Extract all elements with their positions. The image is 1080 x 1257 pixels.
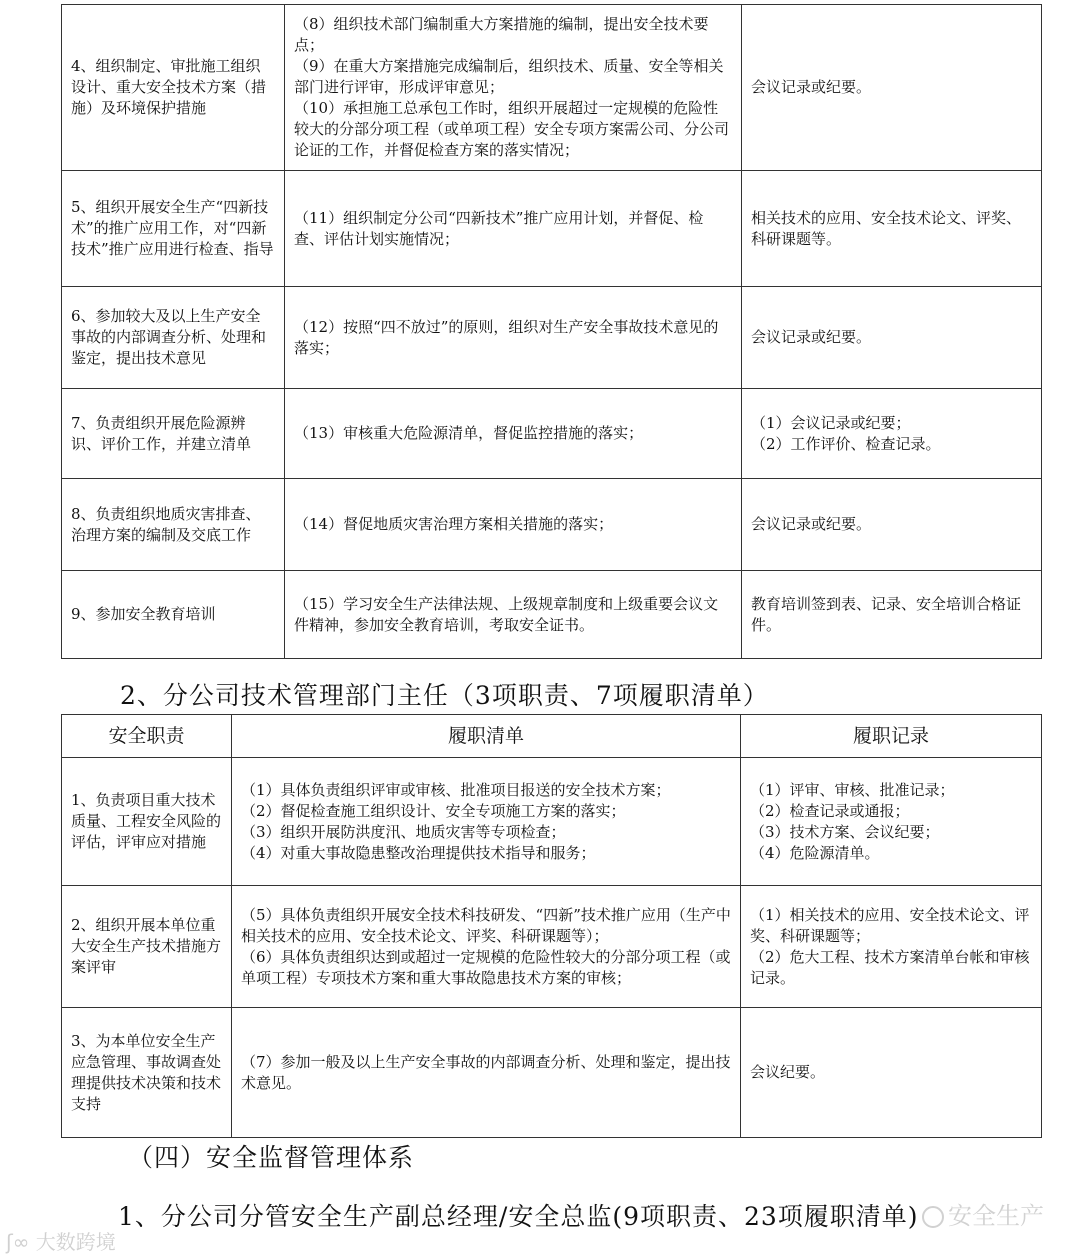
- duty-cell: 8、负责组织地质灾害排查、治理方案的编制及交底工作: [62, 479, 285, 571]
- record-cell: [742, 571, 1042, 659]
- record-cell: [742, 287, 1042, 389]
- checklist-item: （5）具体负责组织开展安全技术科技研发、“四新”技术推广应用（生产中相关技术的应用、安全技术论文、评奖、科研课题等）；: [241, 905, 731, 945]
- checklist-item: （15）学习安全生产法律法规、上级规章制度和上级重要会议文件精神，参加安全教育培训，考取安全证书。: [294, 594, 719, 634]
- duty-cell: 2、组织开展本单位重大安全生产技术措施方案评审: [62, 886, 232, 1008]
- section-heading-deputy-gm: 1、分公司分管安全生产副总经理/安全总监(9项职责、23项履职清单): [118, 1202, 919, 1231]
- record-item: 会议纪要。: [750, 1063, 826, 1081]
- logo-icon: ʃ∞: [6, 1230, 30, 1254]
- watermark-left: ʃ∞ 大数跨境: [6, 1230, 116, 1254]
- duty-table-tech-dept: [61, 714, 1042, 1138]
- duty-cell: 6、参加较大及以上生产安全事故的内部调查分析、处理和鉴定，提出技术意见: [62, 287, 285, 389]
- record-item: （2）检查记录或通报；: [750, 801, 910, 820]
- header-checklist: 履职清单: [232, 715, 741, 758]
- checklist-item: （4）对重大事故隐患整改治理提供技术指导和服务；: [241, 843, 596, 862]
- duty-cell: 4、组织制定、审批施工组织设计、重大安全技术方案（措施）及环境保护措施: [62, 5, 285, 171]
- record-cell: [742, 5, 1042, 171]
- table-row: [62, 758, 1042, 886]
- checklist-item: （1）具体负责组织评审或审核、批准项目报送的安全技术方案；: [241, 780, 671, 799]
- checklist-cell: [285, 479, 742, 571]
- table-row: [62, 479, 1042, 571]
- table-row: [62, 287, 1042, 389]
- duty-cell: 9、参加安全教育培训: [62, 571, 285, 659]
- record-item: （2）工作评价、检查记录。: [751, 434, 941, 453]
- table-header-row: [62, 715, 1042, 758]
- table-row: [62, 1008, 1042, 1138]
- record-item: 会议记录或纪要。: [751, 78, 872, 96]
- checklist-cell: [232, 758, 741, 886]
- checklist-cell: [232, 1008, 741, 1138]
- record-item: （2）危大工程、技术方案清单台帐和审核记录。: [750, 947, 1030, 987]
- record-item: （3）技术方案、会议纪要；: [750, 822, 940, 841]
- checklist-item: （2）督促检查施工组织设计、安全专项施工方案的落实；: [241, 801, 626, 820]
- table-row: [62, 5, 1042, 171]
- checklist-item: （11）组织制定分公司“四新技术”推广应用计划，并督促、检查、评估计划实施情况；: [294, 208, 704, 248]
- checklist-cell: [285, 389, 742, 479]
- duty-cell: 7、负责组织开展危险源辨识、评价工作，并建立清单: [62, 389, 285, 479]
- record-item: （4）危险源清单。: [750, 843, 880, 862]
- record-item: 会议记录或纪要。: [751, 328, 872, 346]
- checklist-item: （13）审核重大危险源清单，督促监控措施的落实；: [294, 424, 644, 442]
- record-cell: [742, 171, 1042, 287]
- record-item: 教育培训签到表、记录、安全培训合格证件。: [751, 594, 1022, 634]
- wechat-icon: [922, 1206, 944, 1228]
- record-cell: [741, 758, 1042, 886]
- duty-cell: 3、为本单位安全生产应急管理、事故调查处理提供技术决策和技术支持: [62, 1008, 232, 1138]
- checklist-item: （3）组织开展防洪度汛、地质灾害等专项检查；: [241, 822, 566, 841]
- record-cell: [741, 886, 1042, 1008]
- record-item: （1）相关技术的应用、安全技术论文、评奖、科研课题等；: [750, 905, 1030, 945]
- checklist-cell: [285, 287, 742, 389]
- checklist-cell: [285, 171, 742, 287]
- record-cell: [742, 479, 1042, 571]
- record-cell: [742, 389, 1042, 479]
- table-row: [62, 886, 1042, 1008]
- table-row: [62, 389, 1042, 479]
- checklist-item: （7）参加一般及以上生产安全事故的内部调查分析、处理和鉴定，提出技术意见。: [241, 1052, 731, 1092]
- watermark-right: 安全生产: [922, 1196, 1044, 1231]
- record-item: 会议记录或纪要。: [751, 515, 872, 533]
- record-item: （1）评审、审核、批准记录；: [750, 780, 955, 799]
- record-item: 相关技术的应用、安全技术论文、评奖、科研课题等。: [751, 208, 1022, 248]
- duty-table-continued: [61, 4, 1042, 659]
- checklist-item: （12）按照“四不放过”的原则，组织对生产安全事故技术意见的落实；: [294, 317, 719, 357]
- checklist-item: （9）在重大方案措施完成编制后，组织技术、质量、安全等相关部门进行评审，形成评审意见；: [294, 57, 724, 96]
- section-heading-safety-supervision: （四）安全监督管理体系: [128, 1143, 415, 1172]
- record-item: （1）会议记录或纪要；: [751, 413, 911, 432]
- duty-cell: 5、组织开展安全生产“四新技术”的推广应用工作，对“四新技术”推广应用进行检查、指导: [62, 171, 285, 287]
- checklist-item: （10）承担施工总承包工作时，组织开展超过一定规模的危险性较大的分部分项工程（或单项工程）安全专项方案需公司、分公司论证的工作，并督促检查方案的落实情况；: [294, 99, 730, 159]
- header-record: 履职记录: [741, 715, 1042, 758]
- checklist-item: （14）督促地质灾害治理方案相关措施的落实；: [294, 515, 614, 533]
- checklist-cell: [232, 886, 741, 1008]
- checklist-item: （8）组织技术部门编制重大方案措施的编制，提出安全技术要点；: [294, 15, 709, 54]
- checklist-cell: [285, 571, 742, 659]
- checklist-cell: [285, 5, 742, 171]
- table-row: [62, 571, 1042, 659]
- header-duty: 安全职责: [62, 715, 232, 758]
- table-row: [62, 171, 1042, 287]
- checklist-item: （6）具体负责组织达到或超过一定规模的危险性较大的分部分项工程（或单项工程）专项技术方案和重大事故隐患技术方案的审核；: [241, 947, 731, 987]
- duty-cell: 1、负责项目重大技术质量、工程安全风险的评估，评审应对措施: [62, 758, 232, 886]
- record-cell: [741, 1008, 1042, 1138]
- section-heading-tech-dept-director: 2、分公司技术管理部门主任（3项职责、7项履职清单）: [120, 681, 769, 710]
